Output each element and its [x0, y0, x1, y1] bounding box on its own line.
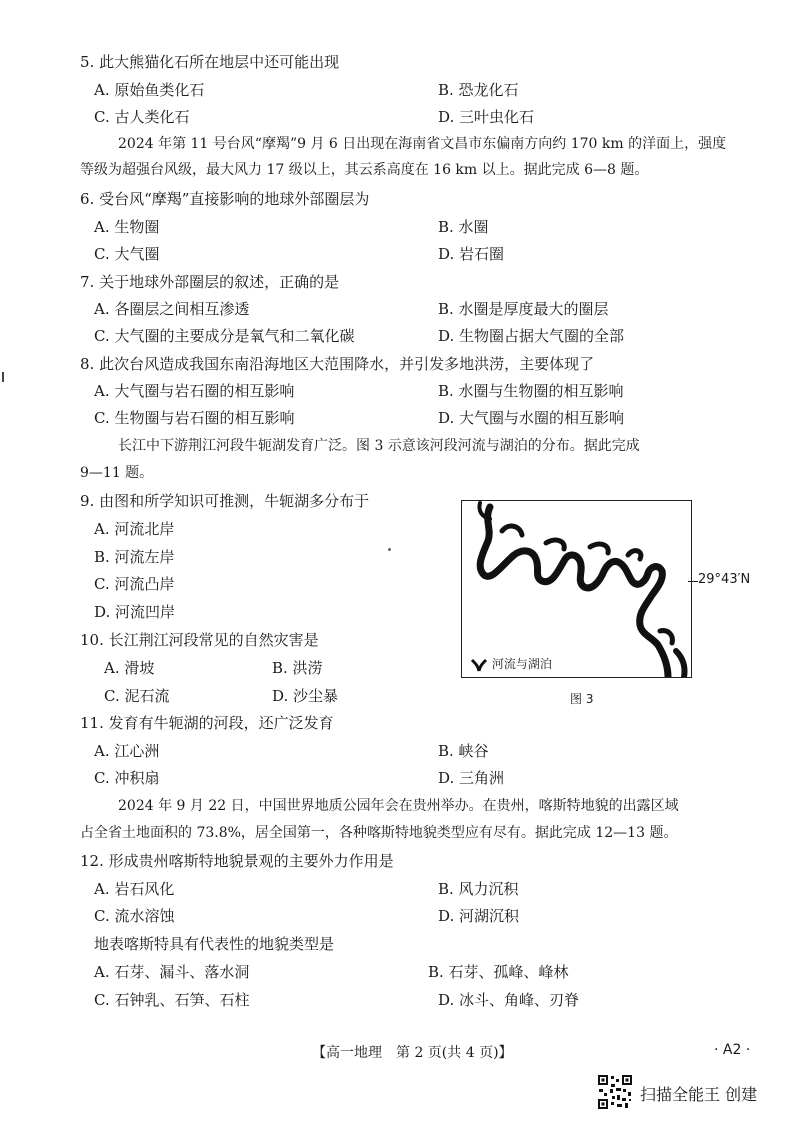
- river-lake-map: [462, 501, 691, 677]
- river-main: [480, 507, 668, 677]
- q13-option-d: D. 冰斗、角峰、刃脊: [438, 991, 580, 1009]
- q8-option-d: D. 大气圈与水圈的相互影响: [438, 409, 625, 427]
- q11-option-a: A. 江心洲: [94, 742, 160, 760]
- q12-option-a: A. 岩石风化: [94, 880, 175, 898]
- oxbow-lake-4: [628, 551, 641, 559]
- oxbow-lake-3: [590, 544, 608, 553]
- river-right-branch: [676, 651, 685, 677]
- q8-option-b: B. 水圈与生物圈的相互影响: [438, 382, 624, 400]
- q10-option-b: B. 洪涝: [272, 659, 323, 677]
- q12-option-b: B. 风力沉积: [438, 880, 519, 898]
- page-footer: 【高一地理 第 2 页(共 4 页)】: [312, 1045, 513, 1061]
- latitude-label: 29°43′N: [698, 572, 751, 587]
- q8-option-c: C. 生物圈与岩石圈的相互影响: [94, 409, 295, 427]
- q7-option-d: D. 生物圈占据大气圈的全部: [438, 327, 625, 345]
- oxbow-lake-5: [660, 631, 672, 643]
- latitude-tick: [688, 581, 698, 582]
- oxbow-lake-2: [546, 540, 564, 549]
- intro-6-8-line2: 等级为超强台风级，最大风力 17 级以上，其云系高度在 16 km 以上。据此完成 6—8 题。: [80, 162, 649, 178]
- intro-9-11-line1: 长江中下游荆江河段牛轭湖发育广泛。图 3 示意该河段河流与湖泊的分布。据此完成: [118, 438, 640, 454]
- figure-3-map: [461, 500, 692, 678]
- q8-stem: 8. 此次台风造成我国东南沿海地区大范围降水，并引发多地洪涝，主要体现了: [80, 355, 595, 373]
- q9-option-b: B. 河流左岸: [94, 548, 175, 566]
- intro-6-8-line1: 2024 年第 11 号台风“摩羯”9 月 6 日出现在海南省文昌市东偏南方向约 170 km 的洋面上，强度: [118, 136, 727, 152]
- q9-option-c: C. 河流凸岸: [94, 575, 175, 593]
- q13-option-c: C. 石钟乳、石笋、石柱: [94, 991, 250, 1009]
- legend-label: 河流与湖泊: [491, 657, 552, 671]
- q10-option-a: A. 滑坡: [104, 659, 155, 677]
- oxbow-lake-1: [502, 526, 522, 535]
- q9-option-a: A. 河流北岸: [94, 520, 175, 538]
- q6-option-a: A. 生物圈: [94, 218, 160, 236]
- q10-stem: 10. 长江荆江河段常见的自然灾害是: [80, 631, 319, 649]
- map-legend: [470, 655, 552, 672]
- q12-option-c: C. 流水溶蚀: [94, 907, 175, 925]
- q7-option-a: A. 各圈层之间相互渗透: [94, 300, 250, 318]
- q12-stem: 12. 形成贵州喀斯特地貌景观的主要外力作用是: [80, 852, 394, 870]
- q12-option-d: D. 河湖沉积: [438, 907, 520, 925]
- margin-mark: [2, 372, 4, 382]
- q10-option-c: C. 泥石流: [104, 687, 170, 705]
- q7-option-c: C. 大气圈的主要成分是氧气和二氧化碳: [94, 327, 355, 345]
- q7-stem: 7. 关于地球外部圈层的叙述，正确的是: [80, 273, 340, 291]
- stray-dot: [388, 548, 391, 551]
- q6-option-d: D. 岩石圈: [438, 245, 505, 263]
- intro-9-11-line2: 9—11 题。: [80, 465, 154, 481]
- q9-stem: 9. 由图和所学知识可推测，牛轭湖多分布于: [80, 492, 370, 510]
- q6-option-c: C. 大气圈: [94, 245, 160, 263]
- scanner-watermark-text: 扫描全能王 创建: [640, 1085, 758, 1104]
- q13-option-a: A. 石芽、漏斗、落水洞: [94, 963, 250, 981]
- q11-stem: 11. 发育有牛轭湖的河段，还广泛发育: [80, 714, 334, 732]
- intro-12-13-line1: 2024 年 9 月 22 日，中国世界地质公园年会在贵州举办。在贵州，喀斯特地貌的出露区域: [118, 798, 679, 814]
- q5-option-b: B. 恐龙化石: [438, 81, 519, 99]
- q6-stem: 6. 受台风“摩羯”直接影响的地球外部圈层为: [80, 190, 370, 208]
- page-code: · A2 ·: [714, 1042, 751, 1058]
- q5-option-c: C. 古人类化石: [94, 108, 190, 126]
- q10-option-d: D. 沙尘暴: [272, 687, 339, 705]
- q11-option-b: B. 峡谷: [438, 742, 489, 760]
- river-lake-legend-icon: [470, 658, 488, 672]
- q5-stem: 5. 此大熊猫化石所在地层中还可能出现: [80, 53, 340, 71]
- q5-option-d: D. 三叶虫化石: [438, 108, 535, 126]
- q8-option-a: A. 大气圈与岩石圈的相互影响: [94, 382, 295, 400]
- q11-option-d: D. 三角洲: [438, 769, 505, 787]
- figure-caption: 图 3: [570, 692, 594, 706]
- q13-stem: 地表喀斯特具有代表性的地貌类型是: [94, 935, 335, 953]
- q11-option-c: C. 冲积扇: [94, 769, 160, 787]
- q9-option-d: D. 河流凹岸: [94, 603, 176, 621]
- q5-option-a: A. 原始鱼类化石: [94, 81, 205, 99]
- qr-code-icon: [597, 1074, 633, 1110]
- q7-option-b: B. 水圈是厚度最大的圈层: [438, 300, 609, 318]
- intro-12-13-line2: 占全省土地面积的 73.8%，居全国第一，各种喀斯特地貌类型应有尽有。据此完成 12—13 题。: [80, 825, 678, 841]
- q13-option-b: B. 石芽、孤峰、峰林: [428, 963, 569, 981]
- q6-option-b: B. 水圈: [438, 218, 489, 236]
